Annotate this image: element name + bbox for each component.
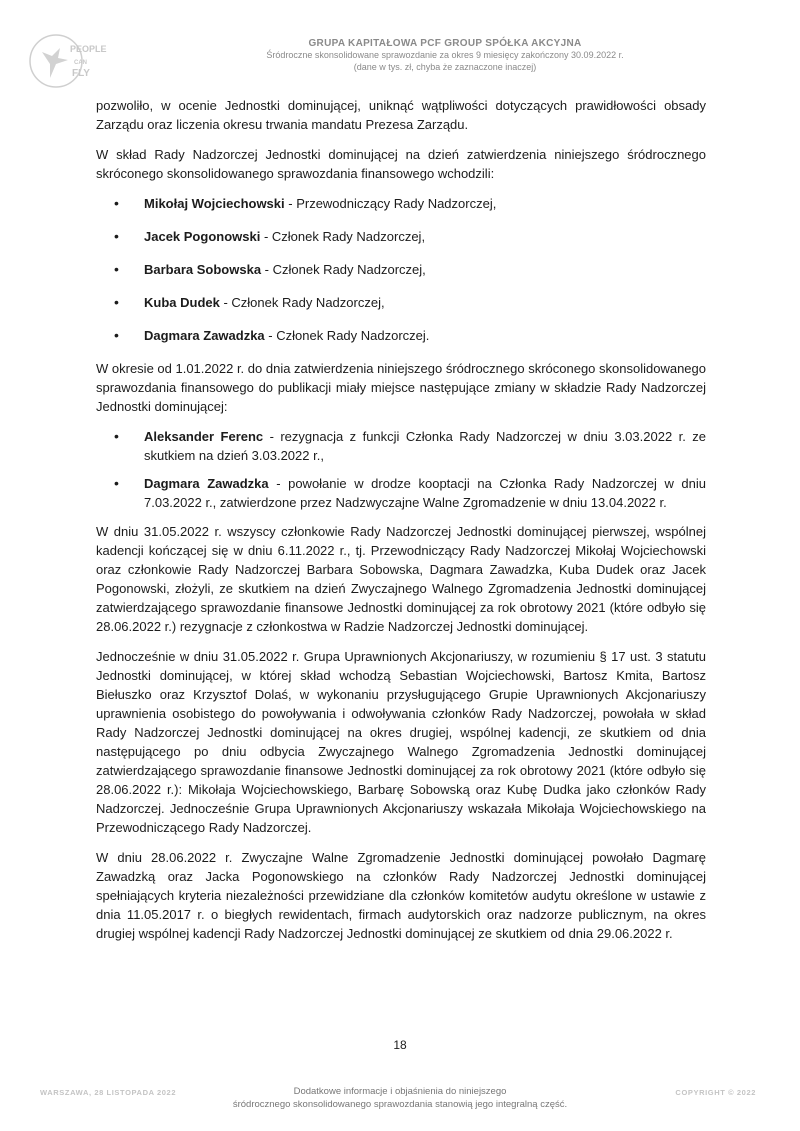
list-item (96, 474, 706, 512)
footer-note-line-1: Dodatkowe informacje i objaśnienia do niniejszego (293, 1086, 507, 1097)
member-role: - Członek Rady Nadzorczej, (219, 295, 385, 310)
footer-note-line-2: śródrocznego skonsolidowanego sprawozdania stanowią jego integralną część. (232, 1099, 568, 1110)
change-text: - rezygnacja z funkcji Członka Rady Nadzorczej w dniu 3.03.2022 r. ze skutkiem na dzień 3.03.2022 r., (144, 429, 706, 463)
member-role: - Przewodniczący Rady Nadzorczej, (284, 196, 497, 211)
member-name: Mikołaj Wojciechowski (144, 196, 285, 211)
paragraph-4: W dniu 31.05.2022 r. wszyscy członkowie Rady Nadzorczej Jednostki dominującej pierwszej, wspólnej kadencji kończącej się w dniu 6.11.2022 r., tj. Przewodniczący Rady Nadzorczej Mikołaj Wojciechowski oraz członkowie Rady Nadzorczej Barbara Sobowska, Dagmara Zawadzka, Kuba Dudek oraz Jacek Pogonowski, złożyli, ze skutkiem na dzień Zwyczajnego Walnego Zgromadzenia Jednostki dominującej zatwierdzającego sprawozdanie finansowe Jednostki dominującej za rok obrotowy 2021 (które odbyło się 28.06.2022 r.) rezygnacje z członkostwa w Radzie Nadzorczej Jednostki dominującej. (96, 524, 706, 634)
document-body (96, 96, 706, 954)
company-logo (28, 30, 107, 92)
paragraph-3: W okresie od 1.01.2022 r. do dnia zatwierdzenia niniejszego śródrocznego skróconego skonsolidowanego sprawozdania finansowego do publikacji miały miejsce następujące zmiany w składzie Rady Nadzorczej Jednostki dominującej: (96, 361, 706, 414)
list-item (96, 227, 706, 246)
paragraph-6: W dniu 28.06.2022 r. Zwyczajne Walne Zgromadzenie Jednostki dominującej powołało Dagmarę Zawadzką oraz Jacka Pogonowskiego na członków Rady Nadzorczej Jednostki dominującej spełniających kryteria niezależności przewidziane dla członków komitetów audytu określone w ustawie z dnia 11.05.2017 r. o biegłych rewidentach, firmach audytorskich oraz nadzorze publicznym, na okres drugiej wspólnej kadencji Rady Nadzorczej Jednostki dominującej ze skutkiem od dnia 29.06.2022 r. (96, 850, 706, 941)
change-text: - powołanie w drodze kooptacji na Członka Rady Nadzorczej w dniu 7.03.2022 r., zatwierdzone przez Nadzwyczajne Walne Zgromadzenie w dniu 13.04.2022 r. (144, 476, 706, 510)
list-item (96, 293, 706, 312)
paragraph-1: pozwoliło, w ocenie Jednostki dominującej, uniknąć wątpliwości dotyczących prawidłowości obsady Zarządu oraz liczenia okresu trwania mandatu Prezesa Zarządu. (96, 98, 706, 132)
logo-text-can: CAN (74, 60, 87, 66)
list-item (96, 260, 706, 279)
page-number: 18 (393, 1038, 407, 1052)
board-changes-list (96, 427, 706, 512)
page-header (150, 38, 740, 73)
member-name: Barbara Sobowska (144, 262, 262, 277)
header-company: GRUPA KAPITAŁOWA PCF GROUP SPÓŁKA AKCYJNA (308, 38, 582, 49)
member-role: - Członek Rady Nadzorczej, (260, 229, 426, 244)
member-name: Dagmara Zawadzka (144, 328, 265, 343)
list-item (96, 427, 706, 465)
header-report-title: Śródroczne skonsolidowane sprawozdanie za okres 9 miesięcy zakończony 30.09.2022 r. (266, 50, 624, 60)
member-name: Jacek Pogonowski (144, 229, 261, 244)
footer-copyright: COPYRIGHT © 2022 (675, 1088, 756, 1097)
footer-note (150, 1085, 650, 1111)
logo-text-people: PEOPLE (70, 44, 107, 54)
member-role: - Członek Rady Nadzorczej, (261, 262, 426, 277)
logo-text-fly: FLY (72, 68, 90, 79)
supervisory-board-members-list (96, 194, 706, 345)
member-role: - Członek Rady Nadzorczej. (264, 328, 430, 343)
footer-place-date: WARSZAWA, 28 LISTOPADA 2022 (40, 1088, 177, 1097)
change-name: Aleksander Ferenc (144, 429, 264, 444)
list-item (96, 194, 706, 213)
header-units-note: (dane w tys. zł, chyba że zaznaczone inaczej) (353, 62, 537, 72)
paragraph-2: W skład Rady Nadzorczej Jednostki dominującej na dzień zatwierdzenia niniejszego śródrocznego skróconego skonsolidowanego sprawozdania finansowego wchodzili: (96, 147, 706, 181)
change-name: Dagmara Zawadzka (144, 476, 269, 491)
paragraph-5: Jednocześnie w dniu 31.05.2022 r. Grupa Uprawnionych Akcjonariuszy, w rozumieniu § 17 ust. 3 statutu Jednostki dominującej, w której skład wchodzą Sebastian Wojciechowski, Bartosz Kmita, Bartosz Biełuszko oraz Krzysztof Dolaś, w wykonaniu przysługującego Grupie Uprawnionych Akcjonariuszy uprawnienia osobistego do powoływania i odwoływania członków Rady Nadzorczej, powołała w skład Rady Nadzorczej Jednostki dominującej na okres drugiej, wspólnej kadencji, ze skutkiem od dnia następującego po dniu odbycia Zwyczajnego Walnego Zgromadzenia Jednostki dominującej zatwierdzającego sprawozdanie finansowe Jednostki dominującej za rok obrotowy 2021 (które odbyło się 28.06.2022 r.): Mikołaja Wojciechowskiego, Barbarę Sobowską oraz Kubę Dudka jako członków Rady Nadzorczej. Jednocześnie Grupa Uprawnionych Akcjonariuszy wskazała Mikołaja Wojciechowskiego na Przewodniczącego Rady Nadzorczej. (96, 649, 706, 835)
member-name: Kuba Dudek (144, 295, 220, 310)
list-item (96, 326, 706, 345)
